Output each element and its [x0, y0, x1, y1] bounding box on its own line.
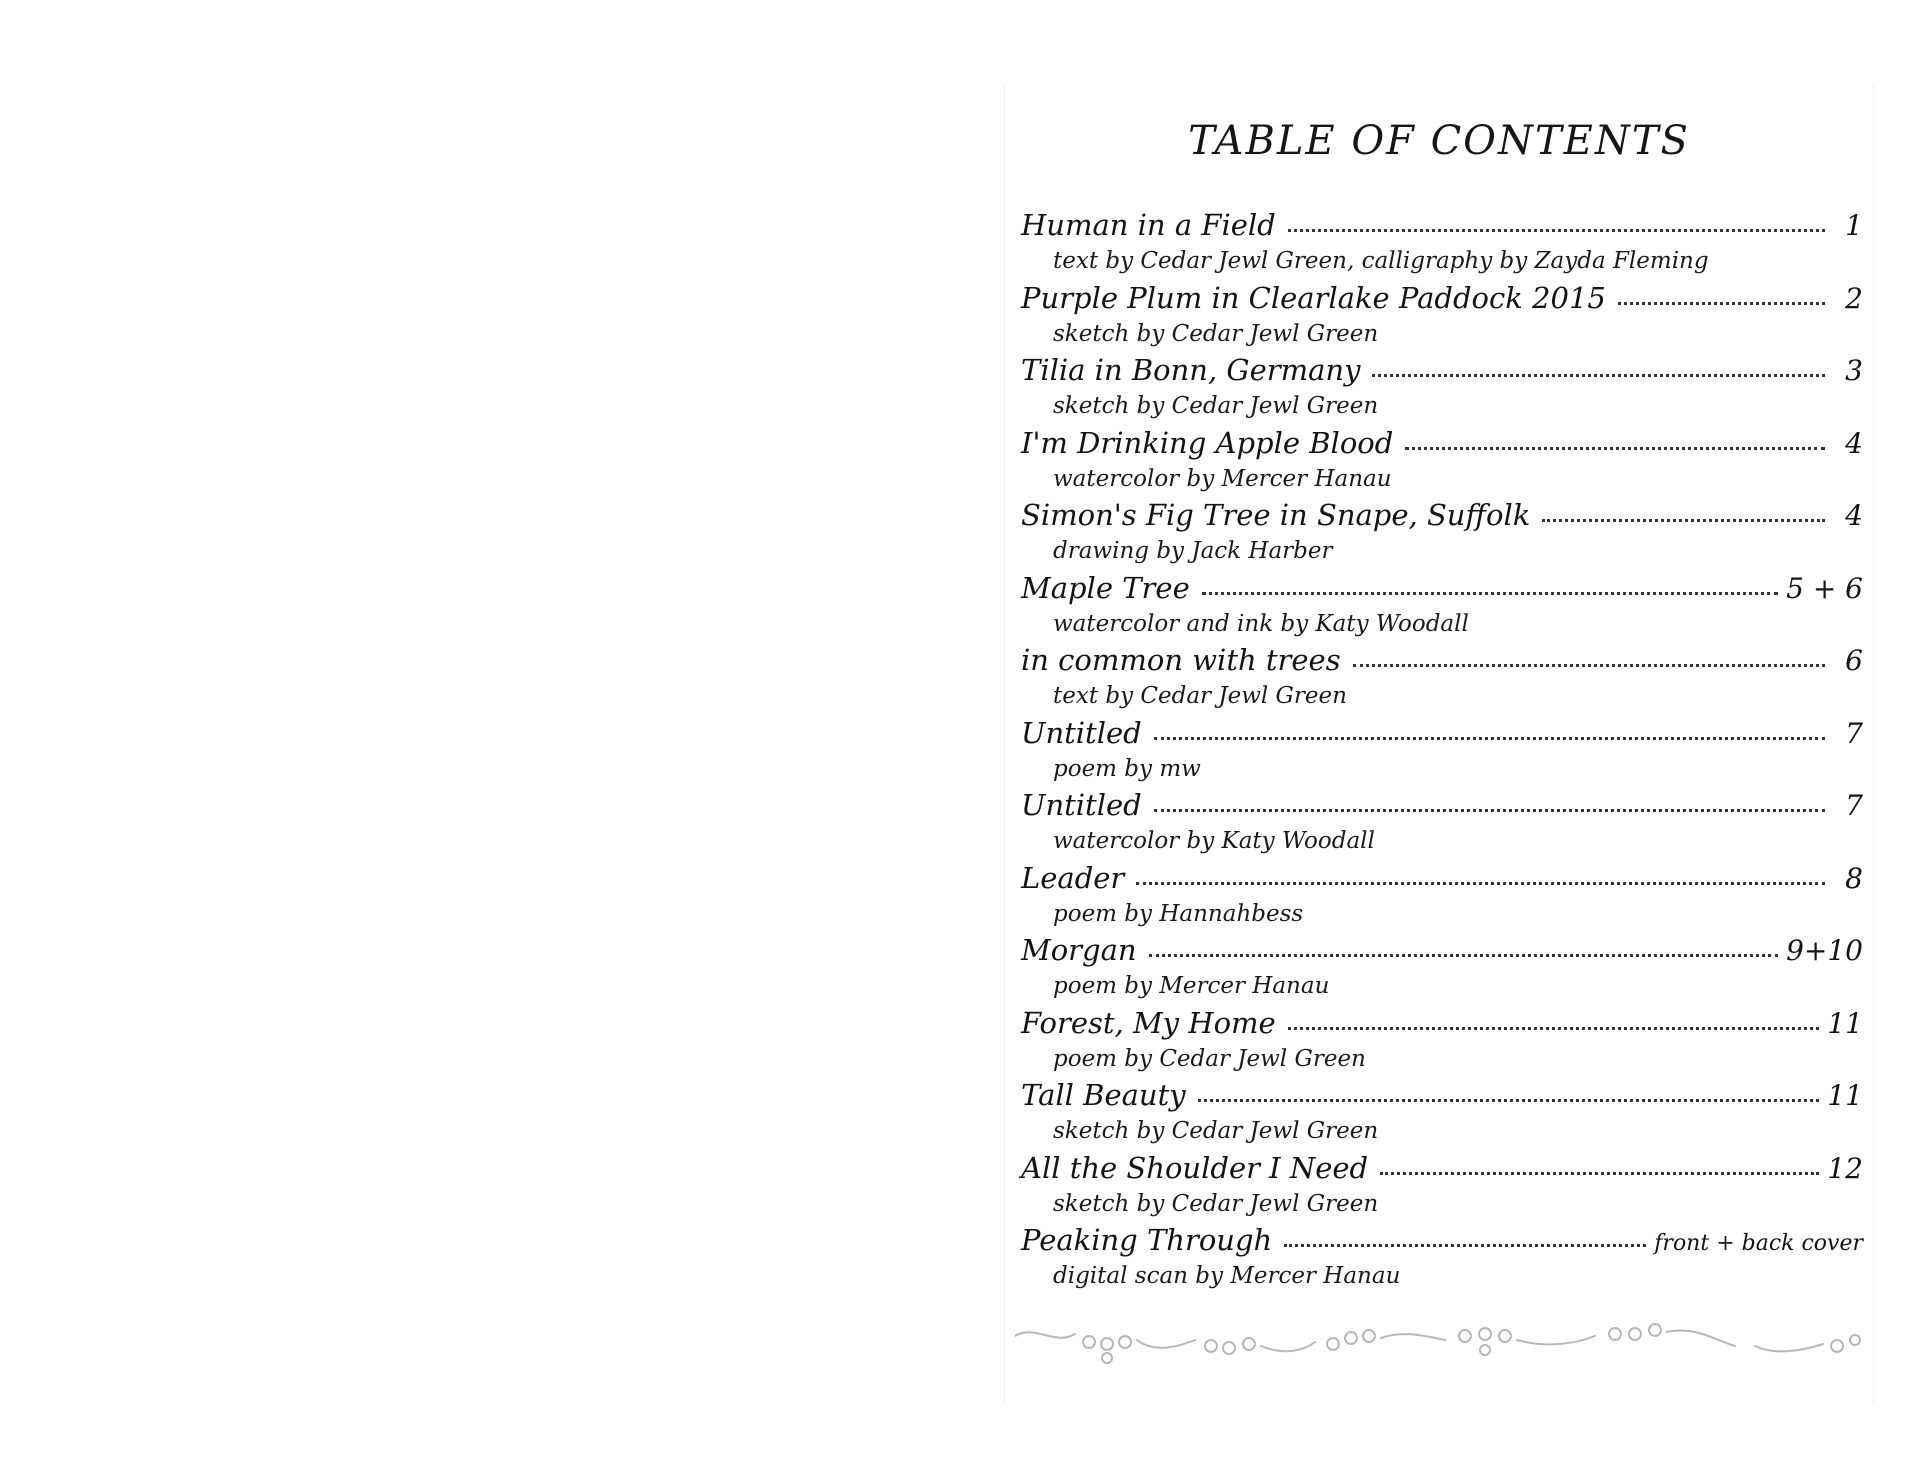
- dot-leader: [1405, 447, 1825, 450]
- toc-entry-credit: sketch by Cedar Jewl Green: [1053, 393, 1379, 419]
- toc-entry-credit: poem by Mercer Hanau: [1053, 973, 1330, 999]
- dot-leader: [1288, 1027, 1820, 1030]
- toc-entry-line: [1021, 426, 1863, 464]
- toc-entry-page-number: 11: [1827, 1079, 1863, 1112]
- dot-leader: [1353, 664, 1825, 667]
- dot-leader: [1288, 229, 1825, 232]
- toc-entry: [1021, 643, 1863, 716]
- dot-leader: [1198, 1099, 1820, 1102]
- toc-entry-line: [1021, 788, 1863, 826]
- toc-entry-page-number: 12: [1827, 1151, 1863, 1185]
- toc-entry-page-number: 6: [1845, 644, 1863, 677]
- table-of-contents-page: [1004, 84, 1874, 1404]
- toc-entry-title: Purple Plum in Clearlake Paddock 2015: [1021, 280, 1606, 315]
- toc-list: [1021, 208, 1863, 1296]
- toc-entry-credit: poem by Cedar Jewl Green: [1053, 1045, 1366, 1072]
- toc-entry-credit: poem by mw: [1053, 755, 1201, 782]
- toc-entry-credit: sketch by Cedar Jewl Green: [1053, 1118, 1379, 1144]
- toc-entry-line: [1021, 933, 1863, 971]
- toc-entry: [1021, 281, 1863, 354]
- toc-entry-title: Human in a Field: [1021, 208, 1276, 242]
- dot-leader: [1154, 737, 1825, 740]
- toc-entry-title: Untitled: [1021, 715, 1142, 750]
- toc-entry-credit: drawing by Jack Harber: [1053, 538, 1333, 564]
- toc-entry-credit: digital scan by Mercer Hanau: [1053, 1263, 1401, 1289]
- toc-entry-line: [1021, 1223, 1863, 1261]
- toc-entry-title: Tall Beauty: [1021, 1078, 1186, 1112]
- dot-leader: [1149, 954, 1779, 957]
- toc-entry-line: [1021, 643, 1863, 681]
- toc-entry-title: Peaking Through: [1021, 1223, 1273, 1257]
- toc-entry-line: [1021, 208, 1863, 246]
- dot-leader: [1284, 1244, 1646, 1247]
- toc-entry-credit: poem by Hannahbess: [1053, 900, 1304, 927]
- toc-entry: [1021, 716, 1863, 789]
- toc-entry-title: I'm Drinking Apple Blood: [1021, 425, 1394, 460]
- toc-entry-title: Simon's Fig Tree in Snape, Suffolk: [1021, 498, 1531, 532]
- toc-entry-line: [1021, 1151, 1863, 1189]
- toc-entry-credit: sketch by Cedar Jewl Green: [1053, 1190, 1379, 1217]
- toc-entry-line: [1021, 1078, 1863, 1116]
- toc-entry-title: Forest, My Home: [1021, 1005, 1276, 1040]
- toc-entry: [1021, 571, 1863, 644]
- dot-leader: [1372, 374, 1825, 377]
- toc-entry-credit: watercolor and ink by Katy Woodall: [1053, 610, 1469, 637]
- dot-leader: [1542, 519, 1825, 522]
- toc-entry: [1021, 933, 1863, 1006]
- toc-entry: [1021, 1151, 1863, 1224]
- toc-entry-page-number: 7: [1845, 789, 1863, 822]
- toc-entry: [1021, 1006, 1863, 1079]
- toc-entry-credit: sketch by Cedar Jewl Green: [1053, 320, 1379, 347]
- toc-entry: [1021, 788, 1863, 861]
- toc-entry: [1021, 353, 1863, 426]
- toc-entry-page-number: front + back cover: [1654, 1231, 1863, 1256]
- toc-entry-line: [1021, 498, 1863, 536]
- dot-leader: [1618, 302, 1825, 305]
- toc-entry-credit: text by Cedar Jewl Green, calligraphy by Zayda Fleming: [1053, 248, 1709, 274]
- toc-entry-page-number: 7: [1845, 716, 1863, 750]
- toc-entry: [1021, 1223, 1863, 1296]
- toc-entry-page-number: 5 + 6: [1786, 571, 1863, 605]
- toc-entry: [1021, 861, 1863, 934]
- toc-entry-page-number: 3: [1845, 354, 1863, 387]
- toc-entry: [1021, 208, 1863, 281]
- toc-entry-title: All the Shoulder I Need: [1021, 1150, 1369, 1185]
- toc-entry-page-number: 9+10: [1786, 934, 1863, 967]
- toc-entry-line: [1021, 861, 1863, 899]
- toc-entry-line: [1021, 353, 1863, 391]
- toc-entry-line: [1021, 716, 1863, 754]
- toc-entry-title: Untitled: [1021, 788, 1142, 822]
- toc-entry-title: Morgan: [1021, 933, 1137, 967]
- toc-entry-line: [1021, 281, 1863, 319]
- dot-leader: [1154, 809, 1825, 812]
- toc-entry-page-number: 8: [1845, 861, 1863, 895]
- toc-entry-credit: watercolor by Mercer Hanau: [1053, 465, 1392, 492]
- toc-entry: [1021, 498, 1863, 571]
- toc-entry-page-number: 1: [1845, 209, 1863, 242]
- page-title: TABLE OF CONTENTS: [1188, 118, 1690, 164]
- toc-entry-page-number: 4: [1845, 499, 1863, 532]
- toc-entry-page-number: 4: [1845, 426, 1863, 460]
- toc-entry: [1021, 426, 1863, 499]
- dot-leader: [1202, 592, 1778, 595]
- toc-entry-credit: text by Cedar Jewl Green: [1053, 683, 1347, 709]
- toc-entry-title: Leader: [1021, 860, 1125, 895]
- toc-entry-line: [1021, 571, 1863, 609]
- toc-entry-title: Maple Tree: [1021, 570, 1190, 605]
- dot-leader: [1136, 882, 1825, 885]
- decorative-border-doodle: [1015, 1316, 1863, 1366]
- toc-entry-title: in common with trees: [1021, 643, 1341, 677]
- toc-entry-line: [1021, 1006, 1863, 1044]
- toc-entry-title: Tilia in Bonn, Germany: [1021, 353, 1361, 387]
- toc-entry: [1021, 1078, 1863, 1151]
- toc-entry-page-number: 2: [1845, 281, 1863, 315]
- toc-entry-page-number: 11: [1827, 1006, 1863, 1040]
- toc-entry-credit: watercolor by Katy Woodall: [1053, 828, 1375, 854]
- dot-leader: [1380, 1172, 1819, 1175]
